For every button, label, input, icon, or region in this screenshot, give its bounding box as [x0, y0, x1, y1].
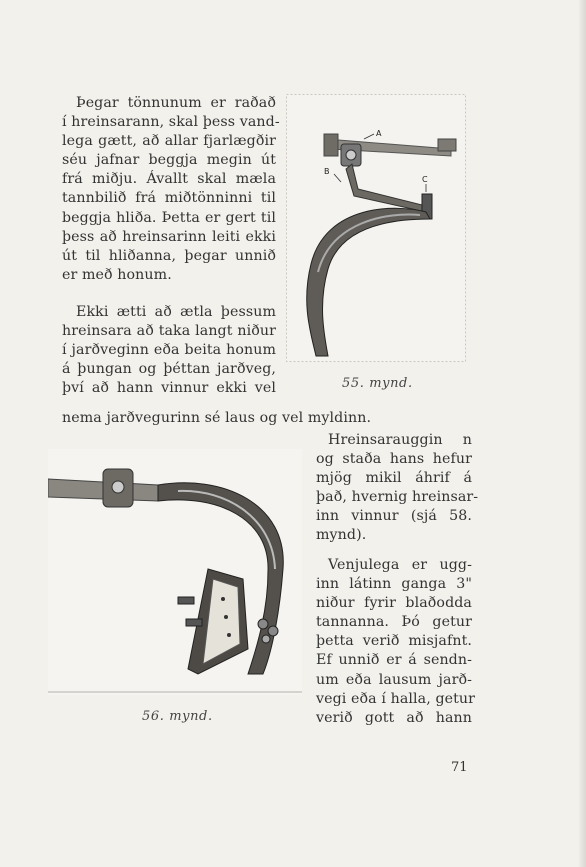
- text-line: um eða lausum jarð-: [316, 671, 472, 688]
- text-line: mjög mikil áhrif á: [316, 470, 472, 487]
- paragraph-2: [62, 303, 276, 398]
- text-line: inn vinnur (sjá 58.: [316, 508, 472, 525]
- paragraph-3: [316, 431, 479, 546]
- text-line: frá miðju. Ávallt skal mæla: [62, 171, 276, 188]
- text-line: í jarðveginn eða beita honum: [62, 342, 276, 359]
- text-line: inn látinn ganga 3": [316, 576, 472, 593]
- text-line: mynd).: [316, 527, 367, 544]
- text-line: þetta verið misjafnt.: [316, 633, 472, 650]
- text-line: nema jarðvegurinn sé laus og vel myldinn.: [62, 410, 372, 426]
- text-line: hreinsara að taka langt niður: [62, 323, 276, 340]
- text-line: Venjulega er ugg-: [328, 557, 472, 573]
- figure-56: [48, 449, 302, 695]
- text-line: lega gætt, að allar fjarlægðir: [62, 133, 276, 150]
- text-line: vegi eða í halla, getur: [316, 690, 476, 707]
- text-line: tannanna. Þó getur: [316, 614, 472, 631]
- text-line: er með honum.: [62, 266, 172, 283]
- text-line: tannbilið frá miðtönninni til: [62, 190, 276, 207]
- text-line: Ekki ætti að ætla þessum: [76, 304, 276, 320]
- figure-55-caption: 55. mynd.: [342, 376, 413, 391]
- text-line: niður fyrir blaðodda: [316, 595, 472, 612]
- text-line: og staða hans hefur: [316, 451, 472, 468]
- text-line: þess að hreinsarinn leiti ekki: [62, 228, 276, 245]
- text-line: Hreinsarauggin n: [328, 432, 472, 448]
- cultivator-tine-illustration: [286, 94, 466, 362]
- text-line: verið gott að hann: [316, 709, 472, 726]
- figure-55: [286, 94, 466, 362]
- paragraph-4: [316, 556, 476, 728]
- figure-label-a: A: [376, 129, 382, 138]
- paragraph-2-full-line: [62, 409, 482, 428]
- scan-shadow: [578, 0, 586, 867]
- text-line: Þegar tönnunum er raðað: [76, 95, 276, 111]
- text-line: það, hvernig hreinsar-: [316, 489, 479, 506]
- text-line: í hreinsarann, skal þess vand-: [62, 114, 280, 131]
- figure-56-caption: 56. mynd.: [142, 709, 213, 724]
- figure-label-c: C: [422, 175, 428, 184]
- text-line: Ef unnið er á sendn-: [316, 652, 472, 669]
- figure-label-b: B: [324, 167, 330, 176]
- text-line: séu jafnar beggja megin út: [62, 152, 276, 169]
- text-line: út til hliðanna, þegar unnið: [62, 247, 276, 264]
- paragraph-1: [62, 94, 280, 285]
- tine-and-shovel-illustration: [48, 449, 302, 695]
- text-line: á þungan og þéttan jarðveg,: [62, 361, 276, 378]
- text-line: beggja hliða. Þetta er gert til: [62, 209, 276, 226]
- text-line: því að hann vinnur ekki vel: [62, 380, 276, 397]
- page-number: 71: [451, 760, 468, 775]
